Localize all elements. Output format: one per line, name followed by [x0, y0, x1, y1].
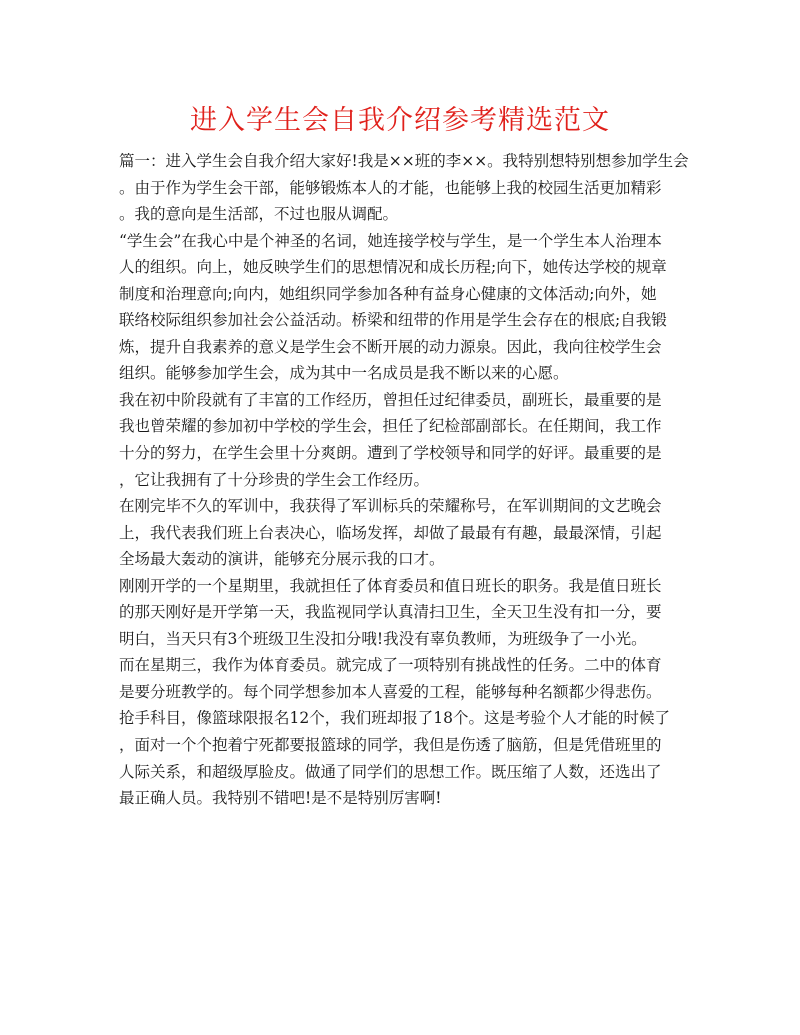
text-line: 明白，当天只有3个班级卫生没扣分哦!我没有辜负教师，为班级争了一小光。	[119, 629, 647, 648]
text-line: 制度和治理意向;向内，她组织同学参加各种有益身心健康的文体活动;向外，她	[119, 284, 657, 303]
text-line: 篇一：进入学生会自我介绍大家好!我是××班的李××。我特别想特别想参加学生会	[119, 152, 689, 170]
text-line: ，面对一个个抱着宁死都要报篮球的同学，我但是伤透了脑筋，但是凭借班里的	[119, 736, 662, 755]
text-line: 是要分班教学的。每个同学想参加本人喜爱的工程，能够每种名额都少得悲伤。	[119, 682, 662, 701]
text-line: 联络校际组织参加社会公益活动。桥梁和纽带的作用是学生会存在的根底;自我锻	[119, 311, 667, 330]
text-line: 人的组织。向上，她反映学生们的思想情况和成长历程;向下，她传达学校的规章	[119, 258, 667, 277]
text-line: 的那天刚好是开学第一天，我监视同学认真清扫卫生，全天卫生没有扣一分，要	[119, 603, 662, 622]
text-line: ，它让我拥有了十分珍贵的学生会工作经历。	[119, 470, 430, 489]
text-line: 全场最大轰动的演讲，能够充分展示我的口才。	[119, 550, 445, 569]
text-line: 组织。能够参加学生会，成为其中一名成员是我不断以来的心愿。	[119, 364, 569, 383]
text-line: 。我的意向是生活部，不过也服从调配。	[119, 205, 399, 224]
text-line: “学生会”在我心中是个神圣的名词，她连接学校与学生，是一个学生本人治理本	[119, 231, 662, 250]
text-line: 而在星期三，我作为体育委员。就完成了一项特别有挑战性的任务。二中的体育	[119, 656, 662, 675]
text-line: 刚刚开学的一个星期里，我就担任了体育委员和值日班长的职务。我是值日班长	[119, 576, 662, 595]
text-line: 炼，提升自我素养的意义是学生会不断开展的动力源泉。因此，我向往校学生会	[119, 337, 662, 356]
text-line: 在刚完毕不久的军训中，我获得了军训标兵的荣耀称号，在军训期间的文艺晚会	[119, 497, 662, 516]
document-body	[119, 148, 689, 812]
text-line: 上，我代表我们班上台表决心，临场发挥，却做了最最有有趣，最最深情，引起	[119, 523, 662, 542]
document-title: 进入学生会自我介绍参考精选范文	[190, 105, 610, 136]
text-line: 抢手科目，像篮球限报名12个，我们班却报了18个。这是考验个人才能的时候了	[119, 709, 670, 728]
text-line: 十分的努力，在学生会里十分爽朗。遭到了学校领导和同学的好评。最重要的是	[119, 444, 662, 463]
text-line: 最正确人员。我特别不错吧!是不是特别厉害啊!	[119, 789, 442, 808]
text-line: 。由于作为学生会干部，能够锻炼本人的才能，也能够上我的校园生活更加精彩	[119, 178, 662, 197]
text-line: 我在初中阶段就有了丰富的工作经历，曾担任过纪律委员，副班长，最重要的是	[119, 390, 662, 409]
text-line: 我也曾荣耀的参加初中学校的学生会，担任了纪检部副部长。在任期间，我工作	[119, 417, 662, 436]
text-line: 人际关系，和超级厚脸皮。做通了同学们的思想工作。既压缩了人数，还选出了	[119, 762, 662, 781]
